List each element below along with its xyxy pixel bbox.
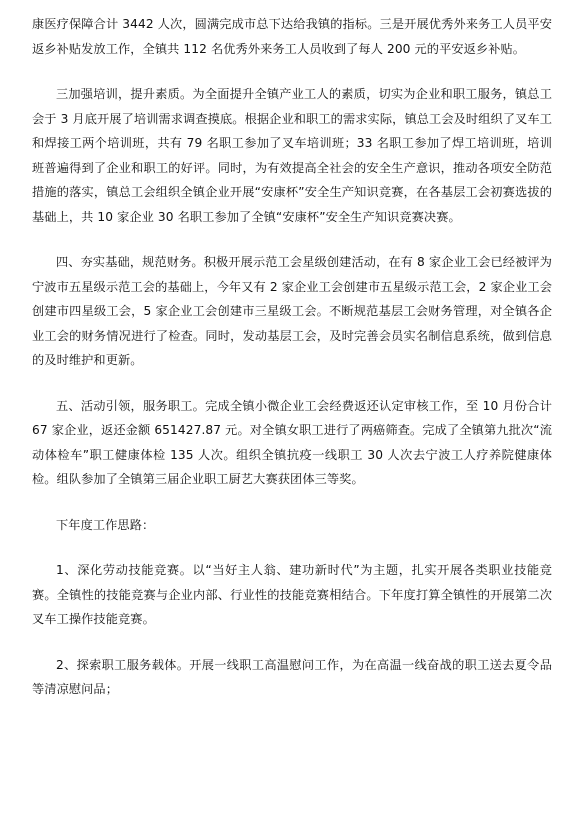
- paragraph-foundation-finance: 四、夯实基础，规范财务。积极开展示范工会星级创建活动，在有 8 家企业工会已经被评为宁波市五星级示范工会的基础上，今年又有 2 家企业工会创建市五星级示范工会，2 家企业工会创建市四星级工会，5 家企业工会创建市三星级工会。不断规范基层工会财务管理，对全镇各企业工会的财务情况进行了检查。同时，发动基层工会，及时完善会员实名制信息系统，做到信息的及时维护和更新。: [32, 255, 552, 367]
- paragraph-next-year-heading: 下年度工作思路：: [56, 517, 155, 532]
- document-page: [32, 12, 552, 723]
- paragraph-service-carrier: 2、探索职工服务载体。开展一线职工高温慰问工作，为在高温一线奋战的职工送去夏令品等清凉慰问品；: [32, 657, 552, 696]
- paragraph-training: 三加强培训，提升素质。为全面提升全镇产业工人的素质，切实为企业和职工服务，镇总工会于 3 月底开展了培训需求调查摸底。根据企业和职工的需求实际，镇总工会及时组织了叉车工和焊接工两个培训班，共有 79 名职工参加了叉车培训班；33 名职工参加了焊工培训班，培训班普遍得到了企业和职工的好评。同时，为有效提高全社会的安全生产意识，推动各项安全防范措施的落实，镇总工会组织全镇企业开展“安康杯”安全生产知识竞赛，在各基层工会初赛选拔的基础上，共 10 家企业 30 名职工参加了全镇“安康杯”安全生产知识竞赛决赛。: [32, 87, 552, 224]
- paragraph-skills-competition: 1、深化劳动技能竞赛。以“当好主人翁、建功新时代”为主题，扎实开展各类职业技能竞赛。全镇性的技能竞赛与企业内部、行业性的技能竞赛相结合。下年度打算全镇性的开展第二次叉车工操作技能竞赛。: [32, 563, 552, 626]
- paragraph-health-care-continuation: 康医疗保障合计 3442 人次，圆满完成市总下达给我镇的指标。三是开展优秀外来务工人员平安返乡补贴发放工作，全镇共 112 名优秀外来务工人员收到了每人 200 元的平安返乡补贴。: [32, 17, 552, 56]
- paragraph-activities-service: 五、活动引领，服务职工。完成全镇小微企业工会经费返还认定审核工作，至 10 月份合计 67 家企业，返还金额 651427.87 元。对全镇女职工进行了两癌筛查。完成了全镇第九批次“流动体检车”职工健康体检 135 人次。组织全镇抗疫一线职工 30 人次去宁波工人疗养院健康体检。组队参加了全镇第三届企业职工厨艺大赛获团体三等奖。: [32, 398, 552, 486]
